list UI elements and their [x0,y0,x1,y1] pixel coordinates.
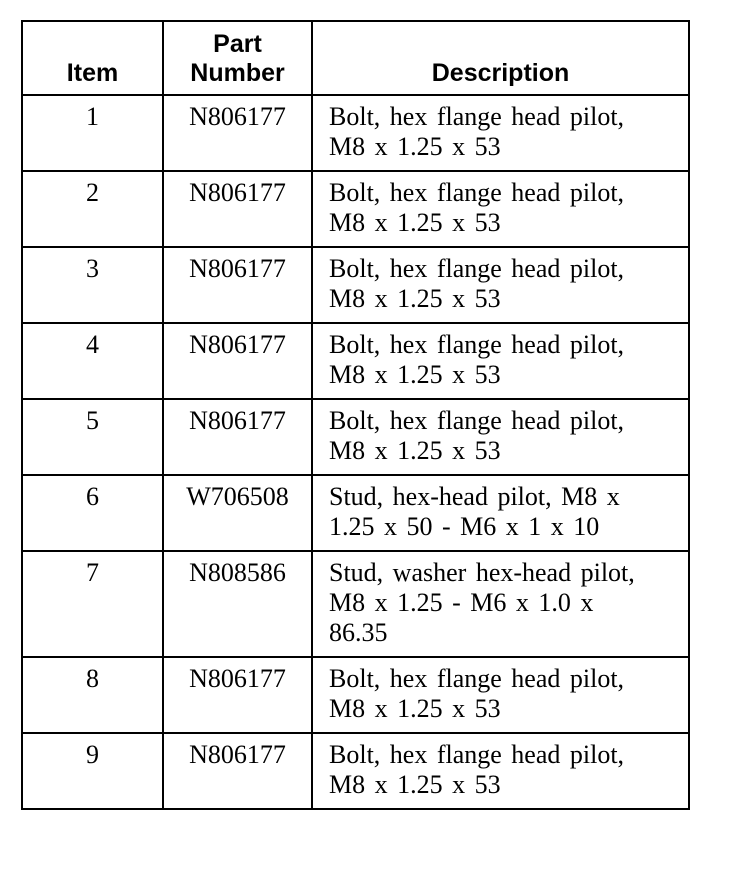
cell-part-number: W706508 [163,475,312,551]
cell-description [312,657,689,733]
description-line: Bolt, hex flange head pilot, [329,406,625,435]
table-row [22,171,689,247]
table-row [22,323,689,399]
description-line: Bolt, hex flange head pilot, [329,740,625,769]
parts-table [21,20,690,810]
cell-part-number: N806177 [163,323,312,399]
cell-part-number: N806177 [163,733,312,809]
cell-item: 1 [22,95,163,171]
description-line: M8 x 1.25 - M6 x 1.0 x [329,588,594,617]
header-description-label: Description [431,59,570,87]
header-row [22,21,689,95]
cell-part-number: N806177 [163,657,312,733]
cell-part-number: N808586 [163,551,312,657]
header-part-number-line1: Part [213,30,262,58]
header-item-label: Item [66,59,119,87]
description-line: Bolt, hex flange head pilot, [329,664,625,693]
header-description [312,21,689,95]
description-line: M8 x 1.25 x 53 [329,132,501,161]
cell-item: 6 [22,475,163,551]
table-row [22,475,689,551]
description-line: Bolt, hex flange head pilot, [329,254,625,283]
description-line: M8 x 1.25 x 53 [329,436,501,465]
cell-description [312,323,689,399]
cell-description [312,95,689,171]
description-line: Bolt, hex flange head pilot, [329,102,625,131]
cell-item: 4 [22,323,163,399]
table-row [22,399,689,475]
cell-description [312,399,689,475]
header-part-number [163,21,312,95]
header-part-number-line2: Number [190,59,285,87]
header-item [22,21,163,95]
description-line: Bolt, hex flange head pilot, [329,178,625,207]
cell-item: 8 [22,657,163,733]
cell-description [312,733,689,809]
cell-part-number: N806177 [163,95,312,171]
cell-item: 3 [22,247,163,323]
description-line: M8 x 1.25 x 53 [329,694,501,723]
cell-description [312,171,689,247]
description-line: Stud, hex-head pilot, M8 x [329,482,620,511]
description-line: Bolt, hex flange head pilot, [329,330,625,359]
table-row [22,657,689,733]
description-line: M8 x 1.25 x 53 [329,284,501,313]
description-line: M8 x 1.25 x 53 [329,208,501,237]
cell-description [312,551,689,657]
cell-item: 7 [22,551,163,657]
cell-part-number: N806177 [163,171,312,247]
cell-part-number: N806177 [163,399,312,475]
cell-item: 5 [22,399,163,475]
description-line: M8 x 1.25 x 53 [329,360,501,389]
table-row [22,551,689,657]
table-row [22,95,689,171]
cell-part-number: N806177 [163,247,312,323]
cell-item: 2 [22,171,163,247]
cell-item: 9 [22,733,163,809]
description-line: Stud, washer hex-head pilot, [329,558,635,587]
table-row [22,733,689,809]
cell-description [312,247,689,323]
table-row [22,247,689,323]
cell-description [312,475,689,551]
description-line: 1.25 x 50 - M6 x 1 x 10 [329,512,600,541]
description-line: M8 x 1.25 x 53 [329,770,501,799]
description-line: 86.35 [329,618,388,647]
